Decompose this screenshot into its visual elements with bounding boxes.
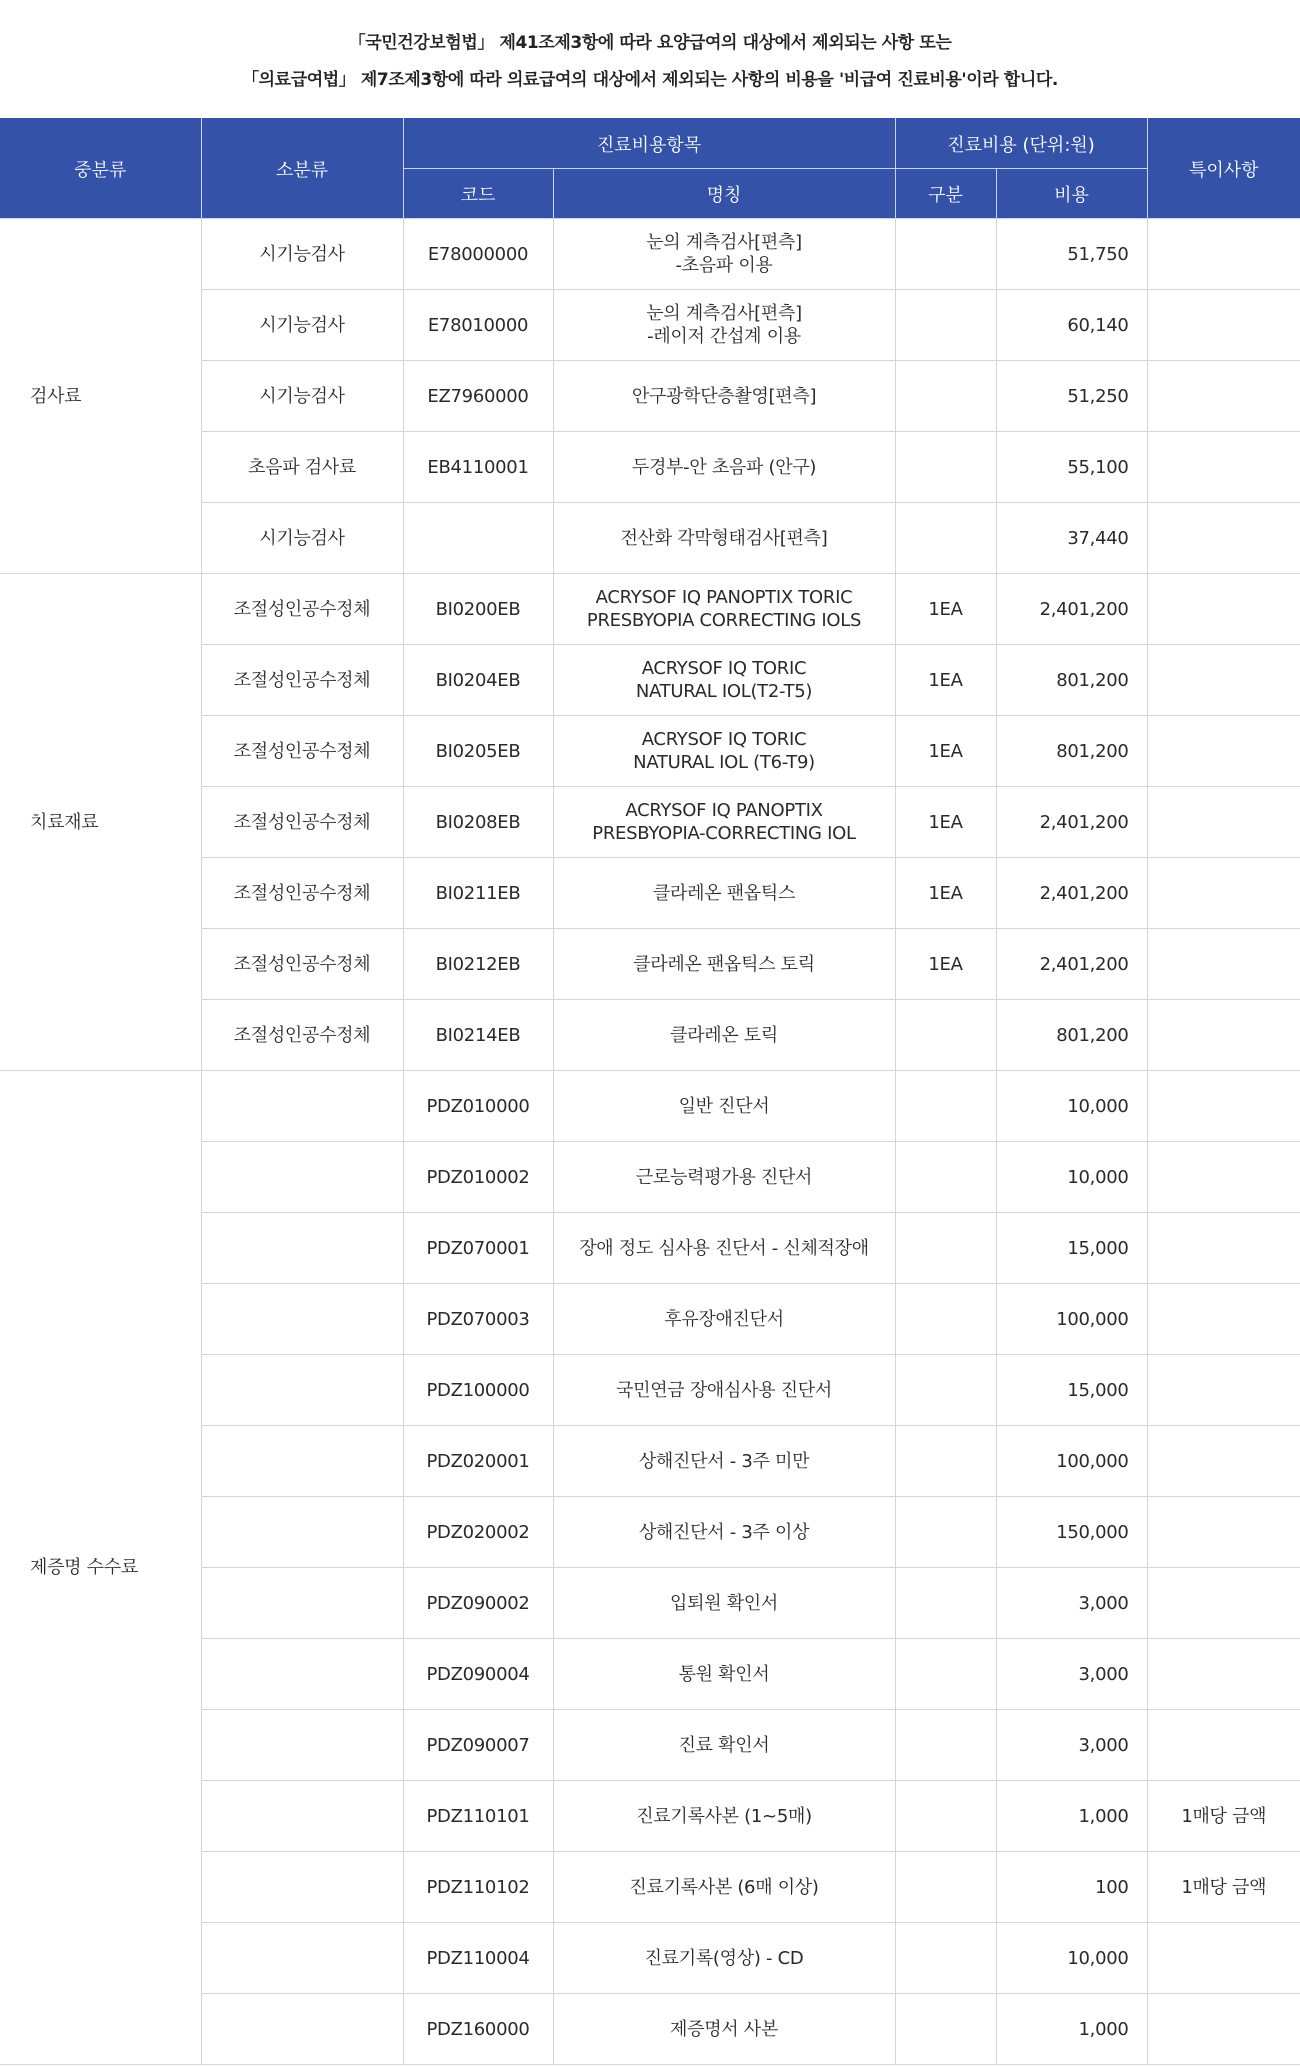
name-line: 안구광학단층촬영[편측]	[631, 385, 817, 407]
cost-cell: 1,000	[996, 1781, 1147, 1852]
subcategory-cell: 조절성인공수정체	[201, 929, 403, 1000]
note-cell	[1147, 645, 1300, 716]
header-unit: 구분	[895, 169, 996, 219]
subcategory-cell: 조절성인공수정체	[201, 858, 403, 929]
cost-cell: 3,000	[996, 1710, 1147, 1781]
name-line: 입퇴원 확인서	[670, 1592, 778, 1614]
subcategory-cell: 시기능검사	[201, 219, 403, 290]
name-line: ACRYSOF IQ TORIC	[641, 658, 807, 679]
note-cell	[1147, 1568, 1300, 1639]
subcategory-cell	[201, 1284, 403, 1355]
unit-cell	[895, 1710, 996, 1781]
note-cell	[1147, 1142, 1300, 1213]
note-cell	[1147, 1639, 1300, 1710]
subcategory-cell	[201, 1142, 403, 1213]
subcategory-cell	[201, 1639, 403, 1710]
note-cell	[1147, 219, 1300, 290]
code-cell: BI0200EB	[403, 574, 553, 645]
subcategory-cell: 조절성인공수정체	[201, 787, 403, 858]
name-line: 상해진단서 - 3주 미만	[638, 1450, 810, 1472]
code-cell: PDZ090007	[403, 1710, 553, 1781]
header-code: 코드	[403, 169, 553, 219]
code-cell: PDZ010002	[403, 1142, 553, 1213]
name-line: 클라레온 팬옵틱스	[652, 882, 796, 904]
unit-cell	[895, 1071, 996, 1142]
name-line: 두경부-안 초음파 (안구)	[631, 456, 817, 478]
unit-cell: 1EA	[895, 574, 996, 645]
name-line: ACRYSOF IQ PANOPTIX TORIC	[595, 587, 853, 608]
subcategory-cell	[201, 1497, 403, 1568]
code-cell: BI0204EB	[403, 645, 553, 716]
subcategory-cell	[201, 1710, 403, 1781]
note-cell	[1147, 1355, 1300, 1426]
cost-cell: 10,000	[996, 1071, 1147, 1142]
cost-cell: 60,140	[996, 290, 1147, 361]
note-cell	[1147, 290, 1300, 361]
unit-cell	[895, 1852, 996, 1923]
category-cell: 제증명 수수료	[0, 1071, 201, 2065]
name-cell	[553, 1994, 895, 2065]
name-line: 통원 확인서	[678, 1663, 770, 1685]
unit-cell: 1EA	[895, 645, 996, 716]
name-cell	[553, 645, 895, 716]
header-item-group: 진료비용항목	[403, 119, 895, 169]
unit-cell	[895, 1994, 996, 2065]
name-line: 전산화 각막형태검사[편측]	[620, 527, 828, 549]
unit-cell	[895, 1781, 996, 1852]
unit-cell	[895, 1568, 996, 1639]
code-cell: PDZ160000	[403, 1994, 553, 2065]
cost-cell: 51,250	[996, 361, 1147, 432]
unit-cell	[895, 1923, 996, 1994]
cost-cell: 2,401,200	[996, 787, 1147, 858]
unit-cell	[895, 219, 996, 290]
cost-cell: 55,100	[996, 432, 1147, 503]
code-cell: E78000000	[403, 219, 553, 290]
name-cell	[553, 361, 895, 432]
cost-cell: 3,000	[996, 1639, 1147, 1710]
name-line: 장애 정도 심사용 진단서 - 신체적장애	[579, 1237, 869, 1259]
subcategory-cell	[201, 1568, 403, 1639]
name-line: 후유장애진단서	[664, 1308, 784, 1330]
note-cell: 1매당 금액	[1147, 1852, 1300, 1923]
name-cell	[553, 1213, 895, 1284]
name-line: PRESBYOPIA CORRECTING IOLS	[586, 610, 862, 631]
code-cell: EZ7960000	[403, 361, 553, 432]
unit-cell	[895, 1284, 996, 1355]
cost-cell: 51,750	[996, 219, 1147, 290]
table-row	[0, 219, 1300, 290]
name-cell	[553, 1426, 895, 1497]
name-cell	[553, 1071, 895, 1142]
header-name: 명칭	[553, 169, 895, 219]
name-cell	[553, 1781, 895, 1852]
table-row	[0, 1071, 1300, 1142]
code-cell: EB4110001	[403, 432, 553, 503]
name-line: PRESBYOPIA-CORRECTING IOL	[592, 823, 856, 844]
code-cell: BI0205EB	[403, 716, 553, 787]
name-line: -레이저 간섭계 이용	[647, 326, 801, 347]
code-cell: BI0208EB	[403, 787, 553, 858]
subcategory-cell	[201, 1852, 403, 1923]
subcategory-cell	[201, 1994, 403, 2065]
note-cell	[1147, 432, 1300, 503]
code-cell: BI0212EB	[403, 929, 553, 1000]
name-line: 제증명서 사본	[670, 2018, 778, 2040]
name-line: 눈의 계측검사[편측]	[646, 232, 802, 253]
note-cell	[1147, 1071, 1300, 1142]
name-line: -초음파 이용	[675, 255, 773, 276]
name-line: 눈의 계측검사[편측]	[646, 303, 802, 324]
subcategory-cell	[201, 1923, 403, 1994]
table-body	[0, 219, 1300, 2065]
header-subcategory: 소분류	[201, 119, 403, 219]
cost-cell: 37,440	[996, 503, 1147, 574]
note-cell	[1147, 1426, 1300, 1497]
name-line: 진료기록(영상) - CD	[644, 1947, 804, 1969]
code-cell: PDZ110004	[403, 1923, 553, 1994]
name-line: 국민연금 장애심사용 진단서	[616, 1379, 832, 1401]
code-cell: PDZ020001	[403, 1426, 553, 1497]
unit-cell: 1EA	[895, 787, 996, 858]
name-cell	[553, 858, 895, 929]
cost-cell: 2,401,200	[996, 574, 1147, 645]
note-cell	[1147, 361, 1300, 432]
unit-cell	[895, 1497, 996, 1568]
name-cell	[553, 1000, 895, 1071]
name-line: ACRYSOF IQ TORIC	[641, 729, 807, 750]
name-cell	[553, 929, 895, 1000]
subcategory-cell	[201, 1781, 403, 1852]
note-cell	[1147, 1497, 1300, 1568]
code-cell: E78010000	[403, 290, 553, 361]
subcategory-cell: 시기능검사	[201, 503, 403, 574]
code-cell: BI0211EB	[403, 858, 553, 929]
note-cell	[1147, 716, 1300, 787]
cost-cell: 2,401,200	[996, 858, 1147, 929]
name-cell	[553, 787, 895, 858]
note-cell	[1147, 1284, 1300, 1355]
note-cell	[1147, 574, 1300, 645]
name-line: NATURAL IOL (T6-T9)	[633, 752, 815, 773]
code-cell	[403, 503, 553, 574]
name-line: 클라레온 토릭	[670, 1024, 778, 1046]
name-cell	[553, 716, 895, 787]
name-cell	[553, 1497, 895, 1568]
unit-cell	[895, 1142, 996, 1213]
name-line: 근로능력평가용 진단서	[635, 1166, 813, 1188]
subcategory-cell: 조절성인공수정체	[201, 716, 403, 787]
fee-table	[0, 118, 1300, 2065]
header-category: 중분류	[0, 119, 201, 219]
category-cell: 검사료	[0, 219, 201, 574]
code-cell: PDZ090004	[403, 1639, 553, 1710]
name-cell	[553, 1568, 895, 1639]
header-cost: 비용	[996, 169, 1147, 219]
unit-cell: 1EA	[895, 716, 996, 787]
code-cell: PDZ090002	[403, 1568, 553, 1639]
header-cost-group: 진료비용 (단위:원)	[895, 119, 1147, 169]
table-row	[0, 574, 1300, 645]
note-cell	[1147, 1000, 1300, 1071]
cost-cell: 1,000	[996, 1994, 1147, 2065]
name-cell	[553, 219, 895, 290]
name-cell	[553, 1923, 895, 1994]
subcategory-cell: 조절성인공수정체	[201, 574, 403, 645]
name-cell	[553, 1284, 895, 1355]
unit-cell	[895, 1355, 996, 1426]
unit-cell	[895, 1639, 996, 1710]
name-line: 진료기록사본 (1~5매)	[636, 1805, 812, 1827]
subcategory-cell	[201, 1213, 403, 1284]
cost-cell: 100,000	[996, 1426, 1147, 1497]
name-line: 진료 확인서	[678, 1734, 770, 1756]
note-cell	[1147, 787, 1300, 858]
name-line: 클라레온 팬옵틱스 토릭	[633, 953, 815, 975]
cost-cell: 15,000	[996, 1355, 1147, 1426]
cost-cell: 801,200	[996, 645, 1147, 716]
unit-cell	[895, 432, 996, 503]
code-cell: BI0214EB	[403, 1000, 553, 1071]
unit-cell	[895, 290, 996, 361]
cost-cell: 10,000	[996, 1923, 1147, 1994]
note-cell	[1147, 1994, 1300, 2065]
unit-cell	[895, 503, 996, 574]
subcategory-cell: 조절성인공수정체	[201, 645, 403, 716]
table-header	[0, 119, 1300, 219]
name-line: 진료기록사본 (6매 이상)	[629, 1876, 819, 1898]
subcategory-cell: 시기능검사	[201, 290, 403, 361]
name-cell	[553, 1355, 895, 1426]
name-line: NATURAL IOL(T2-T5)	[635, 681, 813, 702]
cost-cell: 3,000	[996, 1568, 1147, 1639]
code-cell: PDZ020002	[403, 1497, 553, 1568]
code-cell: PDZ100000	[403, 1355, 553, 1426]
intro-text	[0, 0, 1300, 118]
note-cell	[1147, 1213, 1300, 1284]
name-cell	[553, 503, 895, 574]
cost-cell: 10,000	[996, 1142, 1147, 1213]
unit-cell	[895, 361, 996, 432]
note-cell	[1147, 858, 1300, 929]
name-cell	[553, 1639, 895, 1710]
name-cell	[553, 574, 895, 645]
note-cell	[1147, 503, 1300, 574]
code-cell: PDZ110102	[403, 1852, 553, 1923]
name-cell	[553, 1142, 895, 1213]
cost-cell: 150,000	[996, 1497, 1147, 1568]
name-line: 상해진단서 - 3주 이상	[638, 1521, 810, 1543]
subcategory-cell: 초음파 검사료	[201, 432, 403, 503]
cost-cell: 15,000	[996, 1213, 1147, 1284]
subcategory-cell	[201, 1355, 403, 1426]
code-cell: PDZ070001	[403, 1213, 553, 1284]
name-cell	[553, 1852, 895, 1923]
cost-cell: 2,401,200	[996, 929, 1147, 1000]
subcategory-cell: 조절성인공수정체	[201, 1000, 403, 1071]
name-line: ACRYSOF IQ PANOPTIX	[625, 800, 823, 821]
intro-line-2: 「의료급여법」 제7조제3항에 따라 의료급여의 대상에서 제외되는 사항의 비용을 '비급여 진료비용'이라 합니다.	[242, 70, 1058, 90]
unit-cell	[895, 1426, 996, 1497]
unit-cell: 1EA	[895, 858, 996, 929]
note-cell: 1매당 금액	[1147, 1781, 1300, 1852]
code-cell: PDZ010000	[403, 1071, 553, 1142]
intro-line-1: 「국민건강보험법」 제41조제3항에 따라 요양급여의 대상에서 제외되는 사항 또는	[348, 33, 952, 53]
category-cell: 치료재료	[0, 574, 201, 1071]
cost-cell: 100	[996, 1852, 1147, 1923]
note-cell	[1147, 929, 1300, 1000]
unit-cell	[895, 1213, 996, 1284]
note-cell	[1147, 1710, 1300, 1781]
subcategory-cell: 시기능검사	[201, 361, 403, 432]
name-cell	[553, 1710, 895, 1781]
unit-cell: 1EA	[895, 929, 996, 1000]
code-cell: PDZ110101	[403, 1781, 553, 1852]
name-line: 일반 진단서	[678, 1095, 770, 1117]
code-cell: PDZ070003	[403, 1284, 553, 1355]
header-note: 특이사항	[1147, 119, 1300, 219]
cost-cell: 801,200	[996, 716, 1147, 787]
subcategory-cell	[201, 1071, 403, 1142]
name-cell	[553, 432, 895, 503]
note-cell	[1147, 1923, 1300, 1994]
name-cell	[553, 290, 895, 361]
cost-cell: 100,000	[996, 1284, 1147, 1355]
unit-cell	[895, 1000, 996, 1071]
cost-cell: 801,200	[996, 1000, 1147, 1071]
subcategory-cell	[201, 1426, 403, 1497]
